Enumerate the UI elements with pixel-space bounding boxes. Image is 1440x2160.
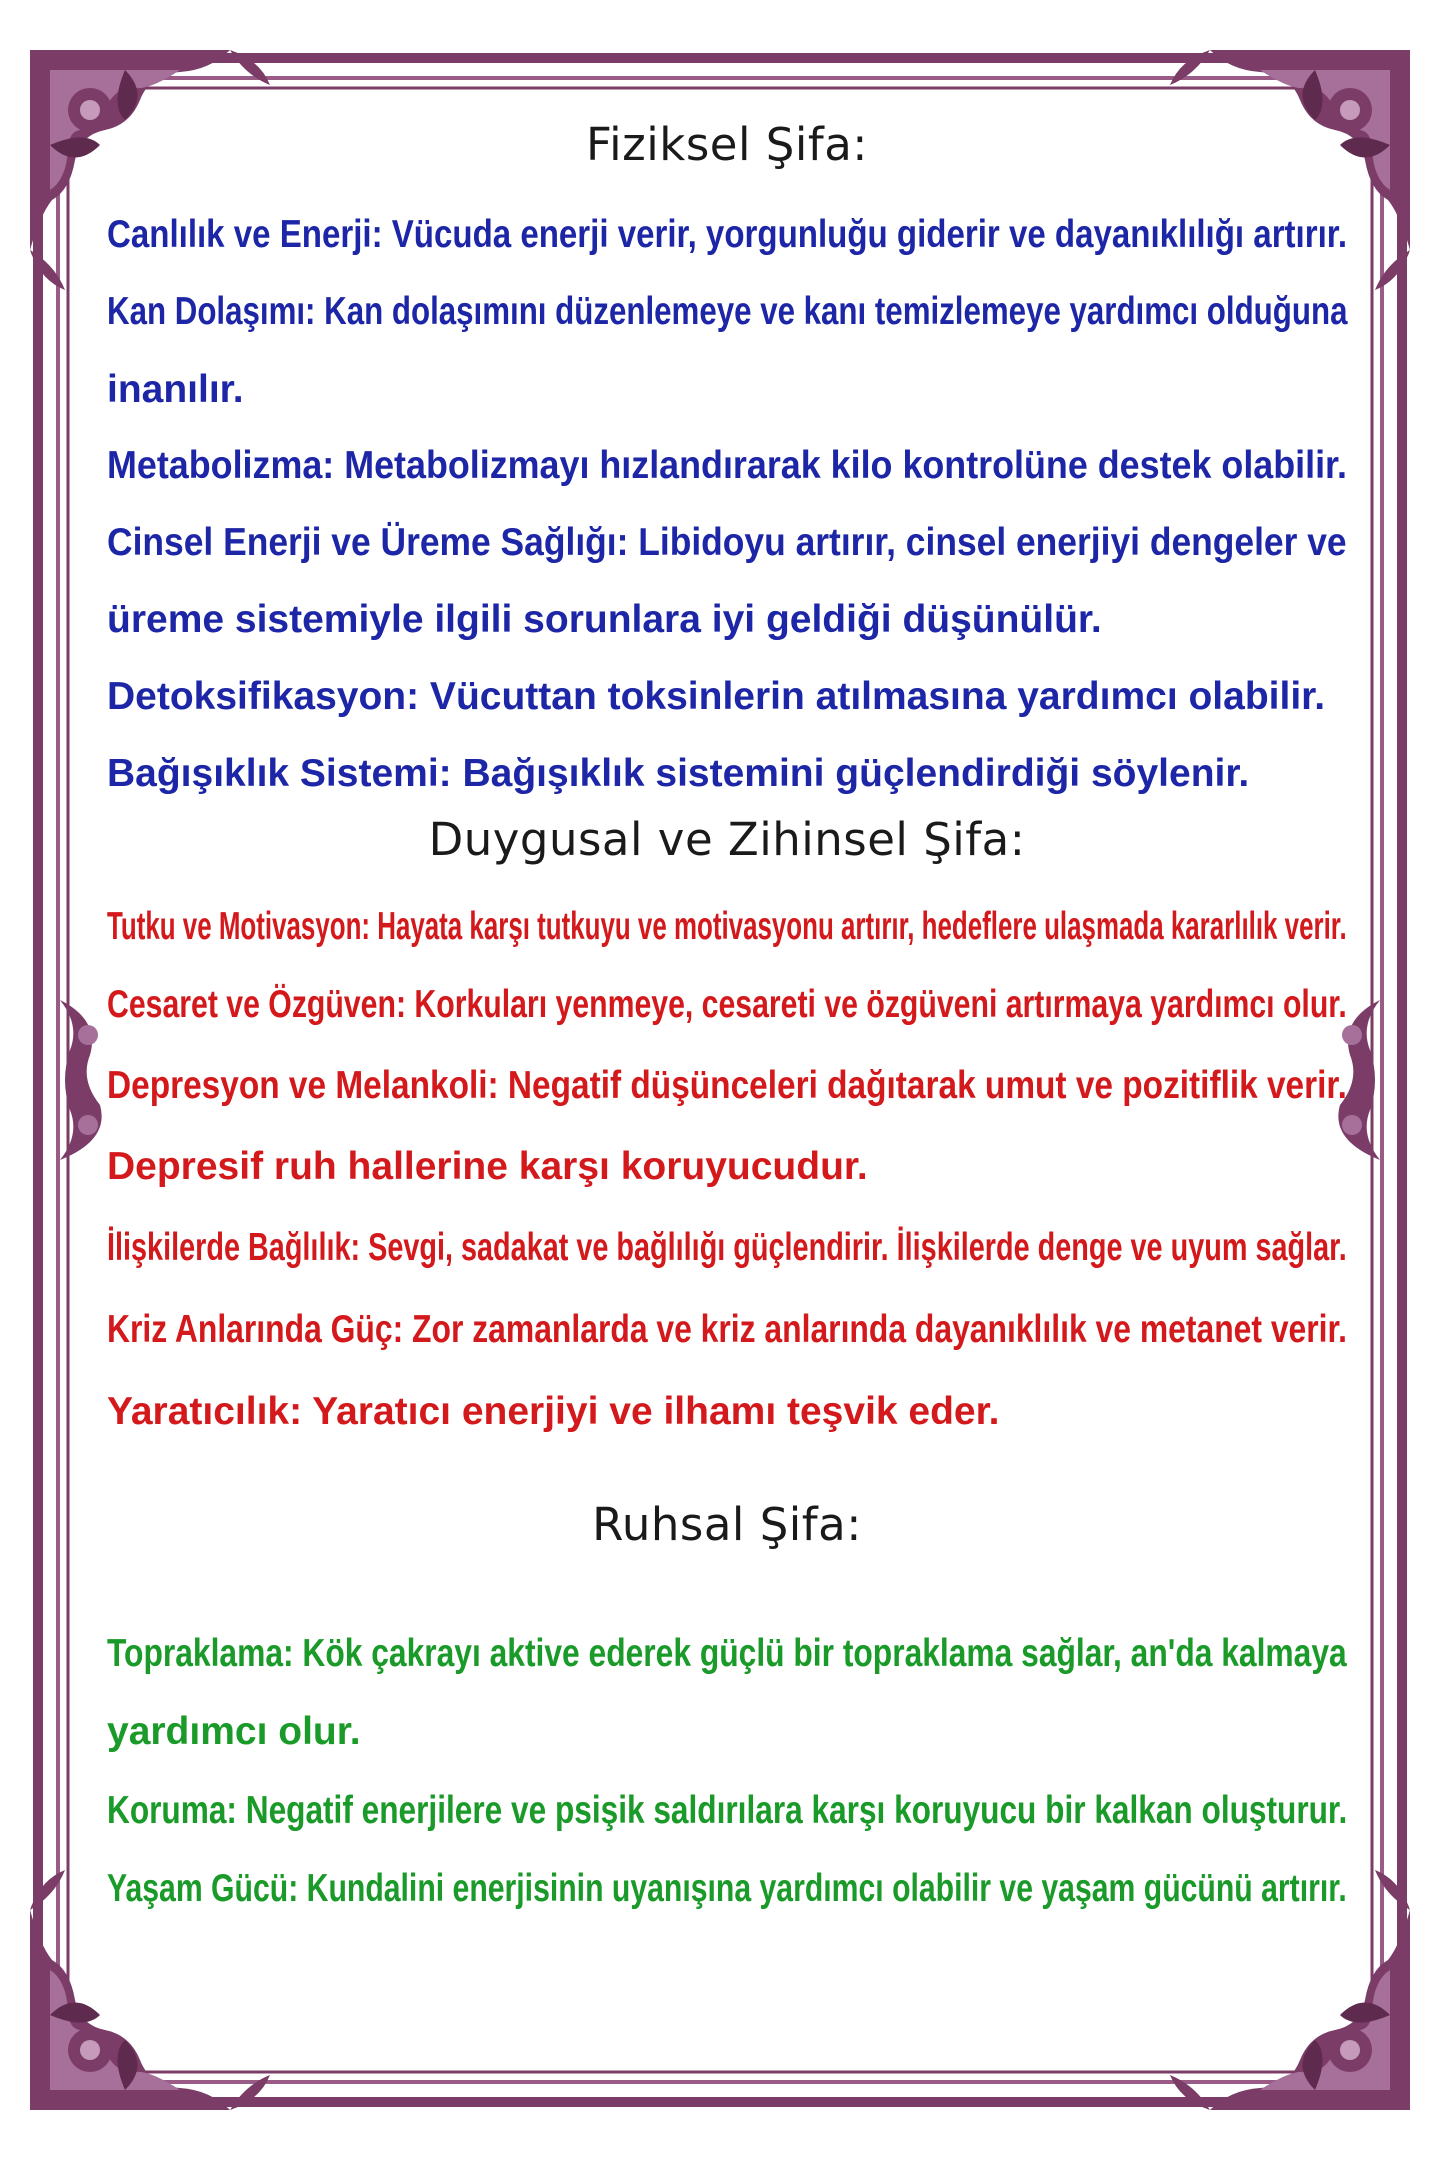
list-item: Canlılık ve Enerji: Vücuda enerji verir, yorgunluğu giderir ve dayanıklılığı artırır. (107, 213, 1348, 256)
list-item: Kan Dolaşımı: Kan dolaşımını düzenlemeye ve kanı temizlemeye yardımcı olduğuna (107, 290, 1348, 333)
list-item: Yaratıcılık: Yaratıcı enerjiyi ve ilhamı teşvik eder. (107, 1390, 1000, 1433)
list-item: İlişkilerde Bağlılık: Sevgi, sadakat ve bağlılığı güçlendirir. İlişkilerde denge ve uyum sağlar. (107, 1226, 1347, 1269)
list-item: Depresyon ve Melankoli: Negatif düşünceleri dağıtarak umut ve pozitiflik verir. (107, 1064, 1347, 1107)
list-item: üreme sistemiyle ilgili sorunlara iyi geldiği düşünülür. (107, 598, 1102, 641)
content-area (107, 105, 1347, 1935)
list-item: Detoksifikasyon: Vücuttan toksinlerin atılmasına yardımcı olabilir. (107, 675, 1326, 718)
list-item: Yaşam Gücü: Kundalini enerjisinin uyanışına yardımcı olabilir ve yaşam gücünü artırır. (107, 1867, 1347, 1910)
list-item: yardımcı olur. (107, 1710, 361, 1753)
list-item: Bağışıklık Sistemi: Bağışıklık sistemini güçlendirdiği söylenir. (107, 752, 1250, 795)
list-item: Cinsel Enerji ve Üreme Sağlığı: Libidoyu artırır, cinsel enerjiyi dengeler ve (107, 521, 1347, 564)
section-heading-spiritual: Ruhsal Şifa: (592, 1498, 862, 1551)
list-item: Koruma: Negatif enerjilere ve psişik saldırılara karşı koruyucu bir kalkan oluşturur. (107, 1789, 1348, 1832)
list-item: Depresif ruh hallerine karşı koruyucudur. (107, 1145, 868, 1188)
list-item: Tutku ve Motivasyon: Hayata karşı tutkuyu ve motivasyonu artırır, hedeflere ulaşmada kararlılık verir. (107, 905, 1347, 948)
list-item: inanılır. (107, 368, 244, 411)
list-item: Metabolizma: Metabolizmayı hızlandırarak kilo kontrolüne destek olabilir. (107, 444, 1348, 487)
section-heading-physical: Fiziksel Şifa: (586, 118, 868, 171)
list-item: Cesaret ve Özgüven: Korkuları yenmeye, cesareti ve özgüveni artırmaya yardımcı olur. (107, 983, 1347, 1026)
list-item: Kriz Anlarında Güç: Zor zamanlarda ve kriz anlarında dayanıklılık ve metanet verir. (107, 1308, 1348, 1351)
section-heading-emotional: Duygusal ve Zihinsel Şifa: (428, 813, 1026, 866)
list-item: Topraklama: Kök çakrayı aktive ederek güçlü bir topraklama sağlar, an'da kalmaya (107, 1632, 1347, 1675)
side-ornament-left (60, 1000, 102, 1160)
